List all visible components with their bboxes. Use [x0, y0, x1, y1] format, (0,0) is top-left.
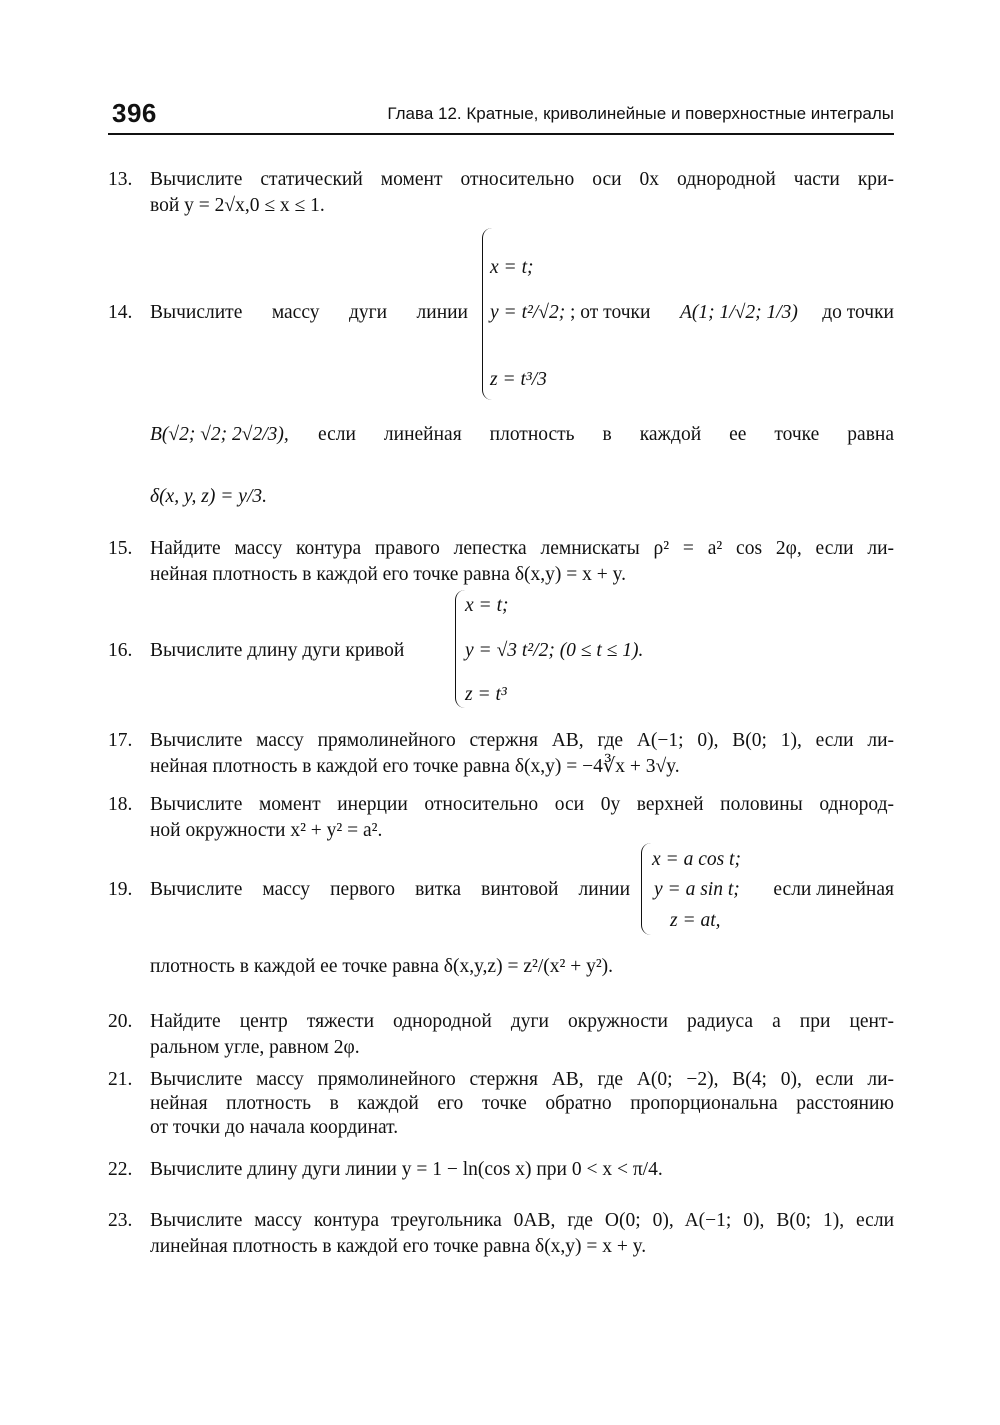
problem-21-number: 21. [108, 1069, 133, 1090]
problem-17-line-1: Вычислите массу прямолинейного стержня AB, где A(−1; 0), B(0; 1), если ли- [150, 730, 894, 751]
problem-13-line-2: вой y = 2√x,0 ≤ x ≤ 1. [150, 195, 325, 216]
problem-19-line-2: плотность в каждой ее точке равна δ(x,y,z) = z²/(x² + y²). [150, 956, 614, 977]
problem-21-line-2: нейная плотность в каждой его точке обратно пропорциональна расстоянию [150, 1093, 894, 1114]
problem-16-line-1: Вычислите длину дуги кривой [150, 640, 405, 661]
problem-21-line-1: Вычислите массу прямолинейного стержня AB, где A(0; −2), B(4; 0), если ли- [150, 1069, 894, 1090]
problem-14-eq-y: y = t²/√2; [490, 302, 566, 323]
problem-14-point-b: B(√2; √2; 2√2/3), [150, 424, 289, 445]
problem-14-to-point: до точки [822, 302, 894, 323]
problem-19-number: 19. [108, 879, 133, 900]
page-number: 396 [112, 98, 157, 128]
problem-18-line-2: ной окружности x² + y² = a². [150, 820, 383, 841]
problem-14-eq-z: z = t³/3 [490, 369, 547, 390]
problem-16-number: 16. [108, 640, 133, 661]
problem-14-from-point: ; от точки [570, 302, 651, 323]
problem-23-number: 23. [108, 1210, 133, 1231]
problem-14-point-a: A(1; 1/√2; 1/3) [680, 302, 798, 323]
problem-16-eq-z: z = t³ [465, 684, 507, 705]
problem-16-eq-x: x = t; [465, 595, 509, 616]
header-rule [108, 133, 894, 135]
problem-20-number: 20. [108, 1011, 133, 1032]
chapter-title: Глава 12. Кратные, криволинейные и поверхностные интегралы [387, 104, 894, 123]
problem-17-line-2: нейная плотность в каждой его точке равна δ(x,y) = −4∛x + 3√y. [150, 756, 680, 777]
problem-16-eq-y: y = √3 t²/2; (0 ≤ t ≤ 1). [465, 640, 644, 661]
problem-19-eq-z: z = at, [670, 910, 721, 931]
problem-20-line-2: ральном угле, равном 2φ. [150, 1037, 360, 1058]
problem-18-number: 18. [108, 794, 133, 815]
problem-14-line-2: если линейная плотность в каждой ее точке равна [318, 424, 894, 445]
problem-22-line-1: Вычислите длину дуги линии y = 1 − ln(cos x) при 0 < x < π/4. [150, 1159, 663, 1180]
problem-19-tail: если линейная [773, 879, 894, 900]
problem-20-line-1: Найдите центр тяжести однородной дуги окружности радиуса a при цент- [150, 1011, 894, 1032]
problem-14-number: 14. [108, 302, 133, 323]
problem-18-line-1: Вычислите момент инерции относительно оси 0y верхней половины однород- [150, 794, 894, 815]
problem-15-line-1: Найдите массу контура правого лепестка лемнискаты ρ² = a² cos 2φ, если ли- [150, 538, 894, 559]
problem-14-density: δ(x, y, z) = y/3. [150, 486, 267, 507]
problem-17-number: 17. [108, 730, 133, 751]
problem-21-line-3: от точки до начала координат. [150, 1117, 399, 1138]
problem-19-eq-y: y = a sin t; [654, 879, 740, 900]
problem-23-line-2: линейная плотность в каждой его точке равна δ(x,y) = x + y. [150, 1236, 647, 1257]
problem-14-eq-x: x = t; [490, 257, 534, 278]
problem-19-brace [641, 843, 652, 935]
problem-14-line-1: Вычислите массу дуги линии [150, 302, 468, 323]
problem-15-line-2: нейная плотность в каждой его точке равна δ(x,y) = x + y. [150, 564, 626, 585]
problem-19-line-1: Вычислите массу первого витка винтовой линии [150, 879, 630, 900]
page-header [108, 96, 894, 130]
problem-19-eq-x: x = a cos t; [652, 849, 741, 870]
problem-13-line-1: Вычислите статический момент относительно оси 0x однородной части кри- [150, 169, 894, 190]
problem-13-number: 13. [108, 169, 133, 190]
problem-15-number: 15. [108, 538, 133, 559]
problem-23-line-1: Вычислите массу контура треугольника 0AB, где O(0; 0), A(−1; 0), B(0; 1), если [150, 1210, 894, 1231]
problem-22-number: 22. [108, 1159, 133, 1180]
